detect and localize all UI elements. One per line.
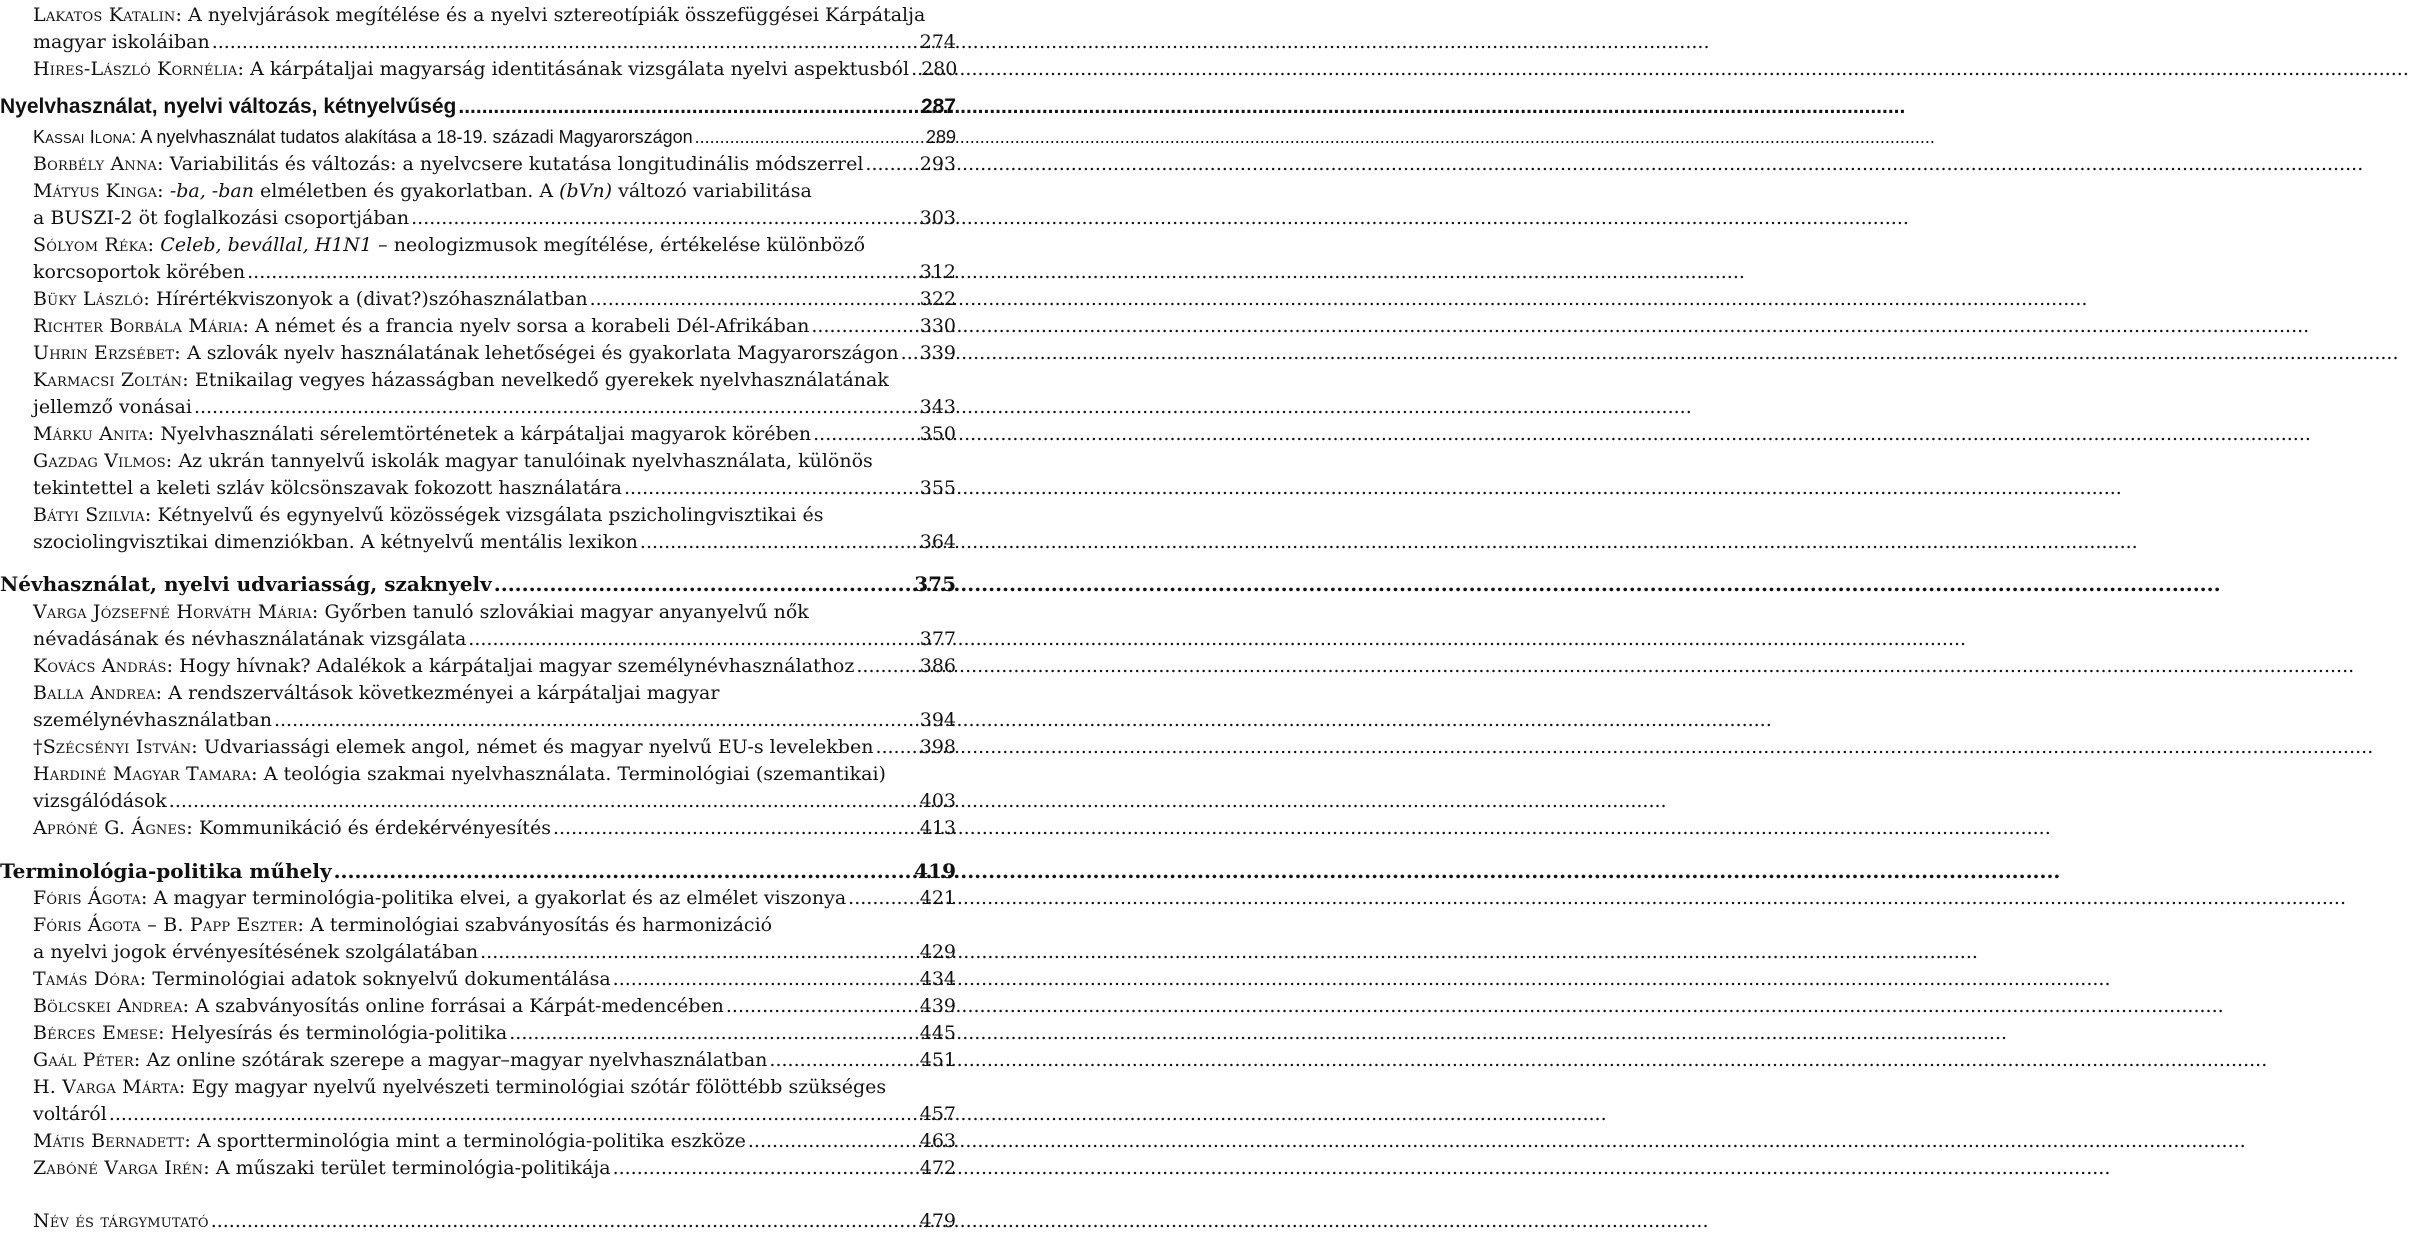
entry-author: Kassai Ilona: [33,127,137,147]
page-number: 377 [919,628,956,650]
page-number: 463 [919,1130,956,1152]
index-entry[interactable] [33,1208,956,1235]
leader-dots [811,313,917,340]
page-number: 280 [921,58,958,80]
leader-dots [624,475,918,502]
entry-author: Karmacsi Zoltán: [33,369,189,391]
entry-author: Balla Andrea: [33,682,163,704]
entry-title-cont: tekintettel a keleti szláv kölcsönszavak fokozott használatára [33,477,622,499]
entry-title-cont: magyar iskoláiban [33,31,210,53]
entry-author: Richter Borbála Mária: [33,315,250,337]
entry-title-cont: korcsoportok körében [33,261,246,283]
toc-entry[interactable] [33,653,956,680]
toc-entry[interactable] [33,178,956,232]
entry-title: A szabványosítás online forrásai a Kárpát-medencében [195,995,724,1017]
entry-title: változó variabilitása [618,180,812,202]
entry-title: – neologizmusok megítélése, értékelése különböző [378,234,866,256]
leader-dots [769,1047,917,1074]
leader-dots [109,1101,918,1128]
leader-dots [726,993,918,1020]
toc-entry[interactable] [33,1155,956,1182]
page-number: 413 [919,817,956,839]
page-number: 274 [919,31,956,53]
leader-dots [865,151,917,178]
entry-title: Hogy hívnak? Adalékok a kárpátaljai magyar személynévhasználathoz [179,655,855,677]
toc-entry[interactable] [33,340,956,367]
entry-author: Varga Józsefné Horváth Mária: [33,601,319,623]
toc-entry[interactable] [33,734,956,761]
leader-dots [813,421,918,448]
toc-entry[interactable] [33,993,956,1020]
entry-title: A nyelvjárások megítélése és a nyelvi sztereotípiák összefüggései Kárpátalja [188,4,926,26]
leader-dots [212,29,918,56]
entry-title: Etnikailag vegyes házasságban nevelkedő gyerekek nyelvhasználatának [194,369,889,391]
section-title: Nyelvhasználat, nyelvi változás, kétnyelvűség [0,95,457,118]
page-number: 364 [919,531,956,553]
entry-title: A német és a francia nyelv sorsa a korabeli Dél-Afrikában [255,315,810,337]
leader-dots [590,286,918,313]
entry-author: Kovács András: [33,655,174,677]
page-number: 429 [919,941,956,963]
entry-title: A nyelvhasználat tudatos alakítása a 18-19. századi Magyarországon [140,127,693,147]
leader-dots [458,93,919,121]
entry-author: Gaál Péter: [33,1049,141,1071]
entry-author: Apróné G. Ágnes: [33,817,193,839]
entry-title-cont: a nyelvi jogok érvényesítésének szolgálatában [33,941,479,963]
page-number: 394 [919,709,956,731]
page-number: 451 [919,1049,956,1071]
leader-dots [856,653,917,680]
entry-author: Zabóné Varga Irén: [33,1157,210,1179]
entry-title: Helyesírás és terminológia-politika [170,1022,508,1044]
entry-author: Bátyi Szilvia: [33,504,152,526]
leader-dots [640,529,918,556]
page-number: 479 [919,1210,956,1232]
section-heading[interactable] [0,857,956,885]
leader-dots [480,939,918,966]
entry-title: A terminológiai szabványosítás és harmonizáció [310,914,773,936]
entry-title: A rendszerváltások következményei a kárpátaljai magyar [168,682,720,704]
entry-title-cont: személynévhasználatban [33,709,272,731]
page-number: 343 [919,396,956,418]
leader-dots [848,885,918,912]
entry-author: Bérces Emese: [33,1022,165,1044]
entry-title: Nyelvhasználati sérelemtörténetek a kárpátaljai magyarok körében [160,423,812,445]
entry-author: Gazdag Vilmos: [33,450,173,472]
page-number: 403 [919,790,956,812]
entry-title: Terminológiai adatok soknyelvű dokumentálása [152,968,611,990]
toc-entry[interactable] [33,885,956,912]
page-number: 439 [919,995,956,1017]
entry-title: elméletben és gyakorlatban. A [260,180,554,202]
leader-dots [494,570,912,598]
section-heading[interactable] [0,570,956,598]
toc-entry[interactable] [33,232,956,286]
entry-title-italic: -ba, -ban [169,180,254,202]
entry-author: Borbély Anna: [33,153,164,175]
entry-author: Hardiné Magyar Tamara: [33,763,258,785]
entry-title: A magyar terminológia-politika elvei, a gyakorlat és az elmélet viszonya [153,887,847,909]
page-number: 434 [919,968,956,990]
leader-dots [875,734,917,761]
toc-entry[interactable] [33,815,956,842]
page-number: 289 [925,127,956,147]
page-number: 355 [919,477,956,499]
page-number: 350 [919,423,956,445]
leader-dots [247,259,918,286]
page-number: 293 [919,153,956,175]
leader-dots [194,394,918,421]
toc-entry[interactable] [33,367,956,421]
toc-entry[interactable] [33,421,956,448]
entry-title-italic: (bVn) [559,180,613,202]
entry-title-cont: a BUSZI-2 öt foglalkozási csoportjában [33,207,410,229]
entry-title: Kétnyelvű és egynyelvű közösségek vizsgálata pszicholingvisztikai és [157,504,824,526]
entry-title: A teológia szakmai nyelvhasználata. Terminológiai (szemantikai) [263,763,886,785]
entry-title-italic: Celeb, bevállal, H1N1 [160,234,373,256]
page-number: 303 [919,207,956,229]
page-number: 472 [919,1157,956,1179]
toc-entry[interactable] [33,124,956,151]
index-label: Név és tárgymutató [33,1210,209,1232]
entry-title: Győrben tanuló szlovákiai magyar anyanyelvű nők [324,601,809,623]
entry-author: Márku Anita: [33,423,155,445]
leader-dots [468,626,917,653]
leader-dots [911,56,919,83]
entry-author: H. Varga Márta: [33,1076,186,1098]
entry-title-cont: szociolingvisztikai dimenziókban. A kétnyelvű mentális lexikon [33,531,638,553]
toc-entry[interactable] [33,761,956,815]
entry-title: Hírértékviszonyok a (divat?)szóhasználatban [156,288,588,310]
page-number: 421 [919,887,956,909]
leader-dots [748,1128,918,1155]
page-number: 445 [919,1022,956,1044]
page-number: 457 [919,1103,956,1125]
entry-author: Mátis Bernadett: [33,1130,191,1152]
entry-author: Uhrin Erzsébet: [33,342,181,364]
entry-title: A kárpátaljai magyarság identitásának vizsgálata nyelvi aspektusból [250,58,910,80]
section-title: Terminológia-politika műhely [0,859,332,883]
page-number: 375 [914,572,956,596]
leader-dots [613,1155,918,1182]
toc-entry[interactable] [33,599,956,653]
leader-dots [509,1020,918,1047]
leader-dots [274,707,918,734]
toc-entry[interactable] [33,313,956,340]
entry-title: A műszaki terület terminológia-politikája [215,1157,611,1179]
leader-dots [211,1208,918,1235]
entry-author: Fóris Ágota – B. Papp Eszter: [33,914,305,936]
toc-entry[interactable] [33,1074,956,1128]
entry-author: Hires-László Kornélia: [33,58,245,80]
page-number: 386 [919,655,956,677]
toc-entry[interactable] [33,286,956,313]
leader-dots [169,788,918,815]
toc-entry[interactable] [33,1047,956,1074]
entry-title: Az ukrán tannyelvű iskolák magyar tanulóinak nyelvhasználata, különös [178,450,873,472]
entry-title-cont: jellemző vonásai [33,396,192,418]
toc-entry[interactable] [33,1128,956,1155]
toc-entry[interactable] [33,56,956,83]
entry-title: A szlovák nyelv használatának lehetőségei és gyakorlata Magyarországon [186,342,899,364]
page-number: 322 [919,288,956,310]
entry-author: Bölcskei Andrea: [33,995,190,1017]
leader-dots [901,340,918,367]
toc-entry[interactable] [33,680,956,734]
entry-title-cont: vizsgálódások [33,790,167,812]
leader-dots [613,966,918,993]
entry-author: †Szécsényi István: [33,736,198,758]
entry-title-cont: voltáról [33,1103,107,1125]
entry-author: Fóris Ágota: [33,887,148,909]
entry-author: Sólyom Réka: [33,234,155,256]
leader-dots [411,205,918,232]
leader-dots [334,857,913,885]
entry-title-cont: névadásának és névhasználatának vizsgálata [33,628,467,650]
page-number: 287 [920,95,956,118]
page-number: 398 [919,736,956,758]
toc-entry[interactable] [33,448,956,502]
toc-entry[interactable] [33,1020,956,1047]
leader-dots [695,124,924,151]
entry-title: Kommunikáció és érdekérvényesítés [198,817,551,839]
entry-author: Lakatos Katalin: [33,4,183,26]
leader-dots [553,815,918,842]
entry-author: Mátyus Kinga: [33,180,164,202]
entry-title: Udvariassági elemek angol, német és magyar nyelvű EU-s levelekben [203,736,874,758]
entry-title: Az online szótárak szerepe a magyar–magyar nyelvhasználatban [146,1049,768,1071]
page-number: 339 [919,342,956,364]
page-number: 330 [919,315,956,337]
toc-entry[interactable] [33,912,956,966]
toc-entry[interactable] [33,502,956,556]
section-title: Névhasználat, nyelvi udvariasság, szaknyelv [0,572,492,596]
toc-entry[interactable] [33,966,956,993]
page-number: 419 [914,859,956,883]
entry-title: Egy magyar nyelvű nyelvészeti terminológiai szótár fölöttébb szükséges [191,1076,887,1098]
entry-title: Variabilitás és változás: a nyelvcsere kutatása longitudinális módszerrel [169,153,864,175]
entry-author: Büky László: [33,288,150,310]
toc-entry[interactable] [33,2,956,56]
entry-author: Tamás Dóra: [33,968,147,990]
section-heading[interactable] [0,93,956,121]
page-number: 312 [919,261,956,283]
entry-title: A sportterminológia mint a terminológia-politika eszköze [197,1130,746,1152]
toc-entry[interactable] [33,151,956,178]
